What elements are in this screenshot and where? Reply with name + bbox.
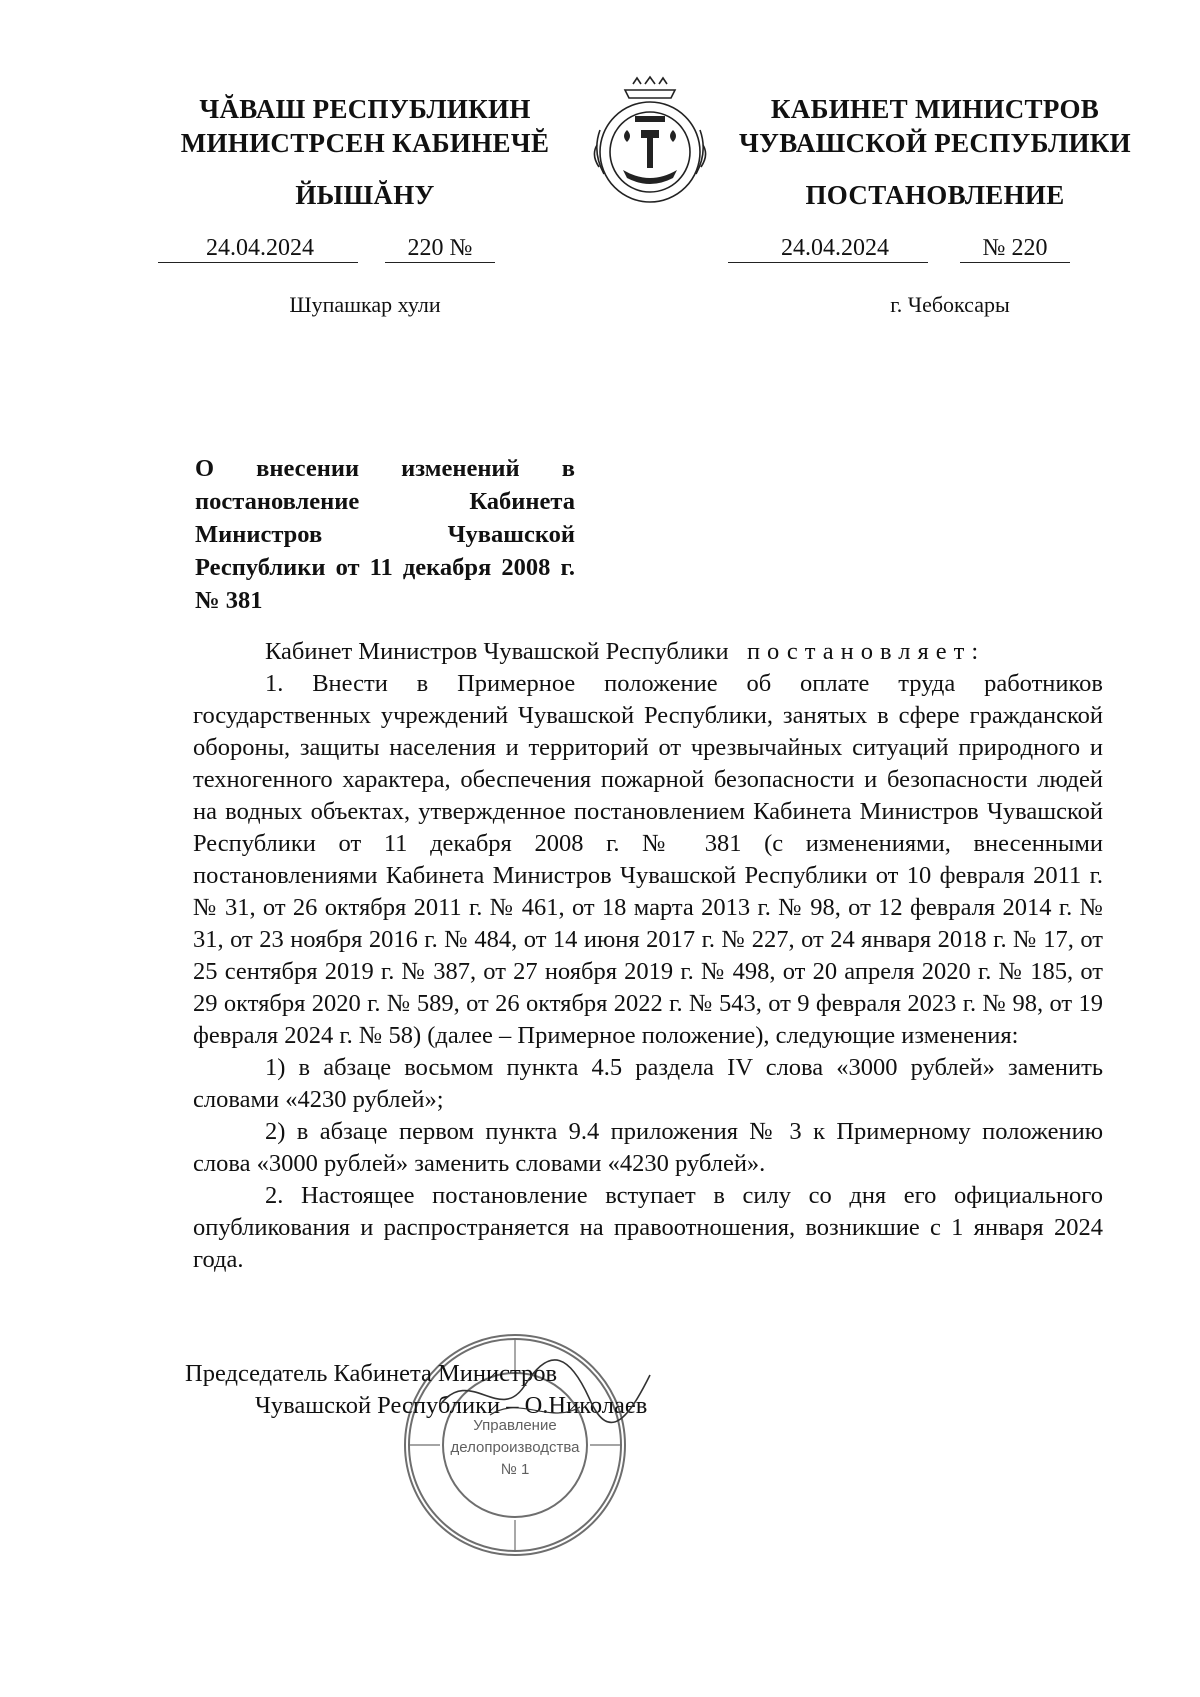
left-date: 24.04.2024 [206,235,314,261]
right-date-underline [728,262,928,263]
left-title-line1: ЧĂВАШ РЕСПУБЛИКИН [199,94,531,124]
stamp-line1: Управление [473,1417,557,1434]
right-title-line1: КАБИНЕТ МИНИСТРОВ [770,94,1100,124]
stamp-line3: № 1 [500,1461,530,1478]
preamble [193,636,1103,668]
document-subject: О внесении изменений в постановление Кабинета Министров Чувашской Республики от 11 декабря 2008 г. № 381 [195,455,575,614]
right-number: № 220 [982,235,1048,261]
right-authority-title [735,92,1135,160]
preamble-text: Кабинет Министров Чувашской Республики [265,638,729,665]
right-title-line2: ЧУВАШСКОЙ РЕСПУБЛИКИ [739,128,1131,158]
left-number: 220 № [407,235,473,261]
left-doc-type: ЙЫШĂНУ [295,180,435,210]
signature-line2: Чувашской Республики – О.Николаев [255,1392,648,1419]
item-1-1: 1) в абзаце восьмом пункта 4.5 раздела IV слова «3000 рублей» заменить словами «4230 рублей»; [193,1054,1103,1113]
left-date-underline [158,262,358,263]
right-place: г. Чебоксары [890,292,1010,317]
signature-line1: Председатель Кабинета Министров [185,1360,558,1387]
right-date: 24.04.2024 [781,235,889,261]
left-authority-title [165,92,565,160]
item-1: 1. Внести в Примерное положение об оплате труда работников государственных учреждений Чувашской Республики, занятых в сфере гражданской обороны, защиты населения и территорий от чрезвычайных ситуаций природного и техногенного характера, обеспечения пожарной безопасности и безопасности людей на водных объектах, утвержденное постановлением Кабинета Министров Чувашской Республики от 11 декабря 2008 г. № 381 (с изменениями, внесенными постановлениями Кабинета Министров Чувашской Республики от 10 февраля 2011 г. № 31, от 26 октября 2011 г. № 461, от 18 марта 2013 г. № 98, от 12 февраля 2014 г. № 31, от 23 ноября 2016 г. № 484, от 14 июня 2017 г. № 227, от 24 января 2018 г. № 17, от 25 сентября 2019 г. № 387, от 27 ноября 2019 г. № 498, от 20 апреля 2020 г. № 185, от 29 октября 2020 г. № 589, от 26 октября 2022 г. № 543, от 9 февраля 2023 г. № 98, от 19 февраля 2024 г. № 58) (далее – Примерное положение), следующие изменения: [193,670,1103,1049]
left-number-underline [385,262,495,263]
handwritten-signature [430,1345,660,1435]
left-place: Шупашкар хули [289,292,441,317]
left-title-line2: МИНИСТРСЕН КАБИНЕЧĔ [180,128,550,158]
item-1-2: 2) в абзаце первом пункта 9.4 приложения № 3 к Примерному положению слова «3000 рублей» заменить словами «4230 рублей». [193,1118,1103,1177]
right-number-underline [960,262,1070,263]
document-body [193,636,1103,1276]
coat-of-arms-emblem [585,70,715,210]
preamble-verb: постановляет: [746,638,986,665]
stamp-line2: делопроизводства [450,1439,580,1456]
right-doc-type: ПОСТАНОВЛЕНИЕ [805,180,1065,210]
item-2: 2. Настоящее постановление вступает в силу со дня его официального опубликования и распространяется на правоотношения, возникшие с 1 января 2024 года. [193,1182,1103,1273]
